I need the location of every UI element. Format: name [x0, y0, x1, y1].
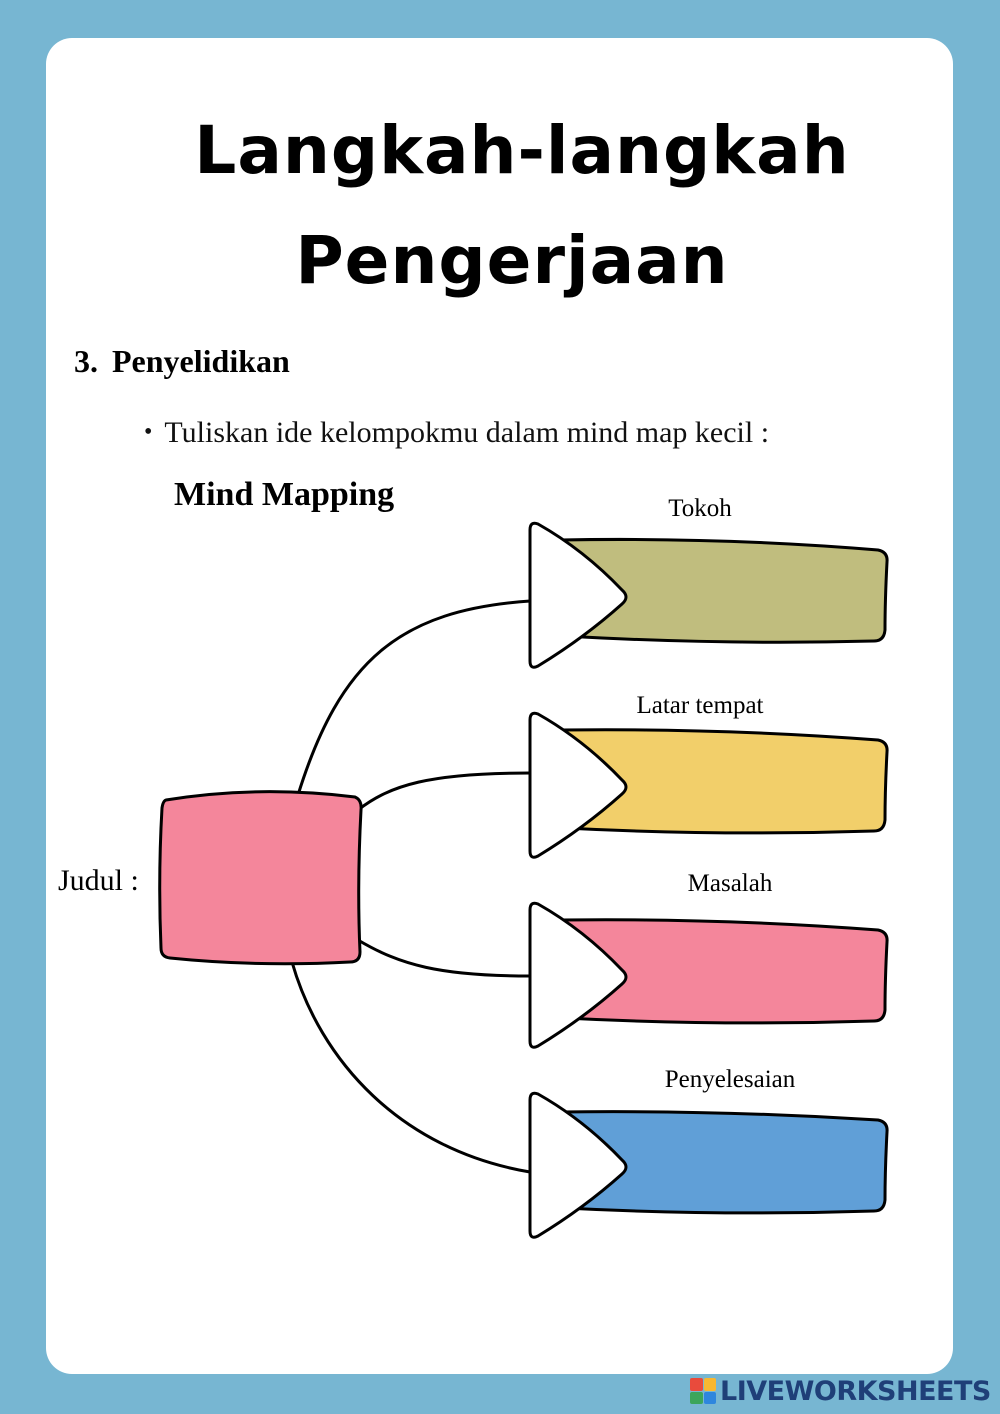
brand-name: LIVEWORKSHEETS [720, 1375, 991, 1407]
branch-label-latar-tempat: Latar tempat [636, 692, 764, 719]
connector-penyelesaian [292, 962, 530, 1172]
branch-label-penyelesaian: Penyelesaian [664, 1066, 796, 1093]
page-title-line-1: Langkah-langkah [194, 112, 850, 189]
center-label: Judul : [58, 864, 139, 897]
section-title: Penyelidikan [112, 343, 290, 379]
branch-label-masalah: Masalah [687, 870, 773, 897]
page-title-line-2: Pengerjaan [295, 222, 729, 299]
section-number: 3. [74, 343, 98, 379]
instruction-text: Tuliskan ide kelompokmu dalam mind map kecil : [164, 416, 770, 449]
branch-label-tokoh: Tokoh [668, 495, 732, 522]
connector-masalah [358, 940, 530, 976]
liveworksheets-logo-icon [690, 1378, 716, 1404]
mind-map-heading: Mind Mapping [174, 476, 395, 513]
brand-footer [690, 1372, 991, 1410]
bullet-icon: • [144, 419, 153, 445]
connector-latar-tempat [358, 773, 530, 810]
center-title-box[interactable] [160, 792, 361, 964]
connector-tokoh [298, 601, 530, 795]
